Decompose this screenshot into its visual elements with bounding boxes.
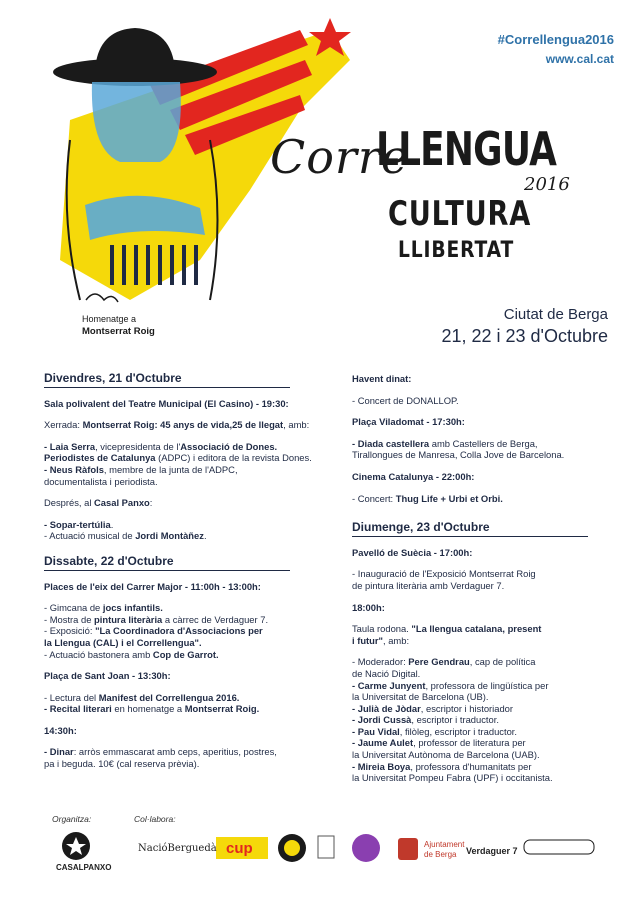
talk-line: Xerrada: Montserrat Roig: 45 anys de vida,25 de llegat, amb: <box>44 419 310 431</box>
list-item: - Exposició: "La Coordinadora d'Associacions per <box>44 625 263 637</box>
homage-name: Montserrat Roig <box>82 326 155 337</box>
casalpanxo-logo: CASALPANXO <box>56 863 112 872</box>
list-item: - Dinar: arròs emmascarat amb ceps, aperitius, postres, <box>44 746 277 758</box>
after-lunch-heading: Havent dinat: <box>352 373 412 384</box>
homage-label: Homenatge a <box>82 314 137 324</box>
list-item: - Mireia Boya, professora d'humanitats per <box>352 760 532 772</box>
list-item: - Actuació musical de Jordi Montàñez. <box>44 530 207 542</box>
hat-crown <box>95 28 175 70</box>
hero-illustration <box>0 0 636 360</box>
venue-viladomat: Plaça Viladomat - 17:30h: <box>352 416 465 428</box>
list-item: - Recital literari en homenatge a Montserrat Roig. <box>44 703 260 715</box>
list-item: - Inauguració de l'Exposició Montserrat Roig <box>352 568 536 580</box>
brand-year: 2016 <box>524 174 570 195</box>
after-line: Després, al Casal Panxo: <box>44 497 153 509</box>
venue-saturday-1: Places de l'eix del Carrer Major - 11:00h - 13:00h: <box>44 580 261 592</box>
signature <box>86 294 118 302</box>
list-item: la Universitat de Barcelona (UB). <box>352 691 489 703</box>
list-item: pa i beguda. 10€ (cal reserva prèvia). <box>44 758 200 770</box>
venue-saturday-2: Plaça de Sant Joan - 13:30h: <box>44 670 171 682</box>
city: Ciutat de Berga <box>503 306 608 323</box>
associations-logo-icon <box>524 840 594 854</box>
list-item: Periodistes de Catalunya (ADPC) i editora de la revista Dones. <box>44 452 312 464</box>
castellers <box>352 438 610 461</box>
exhibition <box>352 568 610 591</box>
berga-crest-icon <box>398 838 418 860</box>
speakers-sunday <box>352 656 610 784</box>
list-item: de pintura literària amb Verdaguer 7. <box>352 579 505 591</box>
brand-corre: Corre <box>270 130 410 184</box>
collabora-label: Col·labora: <box>134 814 176 824</box>
list-item: documentalista i periodista. <box>44 475 158 487</box>
list-item: - Mostra de pintura literària a càrrec de Verdaguer 7. <box>44 613 269 625</box>
list-item: - Julià de Jòdar, escriptor i historiador <box>352 702 514 714</box>
activities-friday <box>44 519 316 542</box>
activities-saturday-2 <box>44 692 316 715</box>
list-item: - Jordi Cussà, escriptor i traductor. <box>352 714 499 726</box>
circle-logo-icon <box>352 834 380 862</box>
face <box>92 82 181 162</box>
brand-llengua: LLENGUA <box>376 122 557 176</box>
list-item: - Diada castellera amb Castellers de Berga, <box>352 437 538 449</box>
venue-suecia: Pavelló de Suècia - 17:00h: <box>352 546 473 558</box>
list-item: - Jaume Aulet, professor de literatura per <box>352 737 526 749</box>
list-item: - Gimcana de jocs infantils. <box>44 602 163 614</box>
list-item: la Universitat Autònoma de Barcelona (UAB). <box>352 749 540 761</box>
list-item: - Carme Junyent, professora de lingüística per <box>352 679 549 691</box>
list-item: la Universitat Pompeu Fabra (UPF) i occitanista. <box>352 772 553 784</box>
shield-icon <box>318 836 334 858</box>
list-item: - Neus Ràfols, membre de la junta de l'ADPC, <box>44 463 238 475</box>
list-item: - Moderador: Pere Gendrau, cap de política <box>352 656 536 668</box>
venue-cinema: Cinema Catalunya - 22:00h: <box>352 470 475 482</box>
ajuntament-logo-line2: de Berga <box>424 850 457 859</box>
brand-cultura: CULTURA <box>388 194 532 234</box>
organitza-label: Organitza: <box>52 814 92 824</box>
list-item: i futur", amb: <box>352 634 410 646</box>
speakers-friday <box>44 441 316 487</box>
round-table <box>352 623 610 646</box>
list-item: la Llengua (CAL) i el Correllengua". <box>44 636 202 648</box>
cup-logo: cup <box>226 840 253 857</box>
time-saturday: 14:30h: <box>44 724 77 736</box>
castellers-logo-inner <box>284 840 300 856</box>
naciobergueda-logo: NacióBerguedà <box>138 843 217 854</box>
ajuntament-logo-line1: Ajuntament <box>424 840 465 849</box>
list-item: Tirallongues de Manresa, Colla Jove de Barcelona. <box>352 449 565 461</box>
website-link[interactable]: www.cal.cat <box>545 52 614 66</box>
day-title-saturday: Dissabte, 22 d'Octubre <box>44 556 290 571</box>
program-right-column <box>352 373 610 794</box>
hashtag: #Correllengua2016 <box>497 32 614 47</box>
brand-llibertat: LLIBERTAT <box>398 238 515 263</box>
list-item: de Nació Digital. <box>352 667 421 679</box>
venue-friday: Sala polivalent del Teatre Municipal (El Casino) - 19:30: <box>44 397 289 409</box>
list-item: - Lectura del Manifest del Correllengua 2016. <box>44 691 240 703</box>
time-sunday: 18:00h: <box>352 601 385 613</box>
list-item: - Sopar-tertúlia. <box>44 518 114 530</box>
concert-thug-life: - Concert: Thug Life + Urbi et Orbi. <box>352 492 503 504</box>
day-title-friday: Divendres, 21 d'Octubre <box>44 373 290 388</box>
day-title-sunday: Diumenge, 23 d'Octubre <box>352 522 588 537</box>
verdaguer7-logo: Verdaguer 7 <box>466 846 518 856</box>
program-left-column <box>44 373 316 780</box>
list-item: Taula rodona. "La llengua catalana, present <box>352 623 542 635</box>
list-item: - Actuació bastonera amb Cop de Garrot. <box>44 648 219 660</box>
sponsor-logos <box>0 812 636 892</box>
activities-saturday-1 <box>44 602 316 660</box>
event-dates: 21, 22 i 23 d'Octubre <box>441 326 608 346</box>
sponsors-footer <box>0 812 636 892</box>
list-item: - Pau Vidal, filòleg, escriptor i traductor. <box>352 725 518 737</box>
list-item: - Laia Serra, vicepresidenta de l'Associació de Dones. <box>44 440 278 452</box>
concert-donallop: - Concert de DONALLOP. <box>352 394 459 406</box>
lunch <box>44 746 316 769</box>
